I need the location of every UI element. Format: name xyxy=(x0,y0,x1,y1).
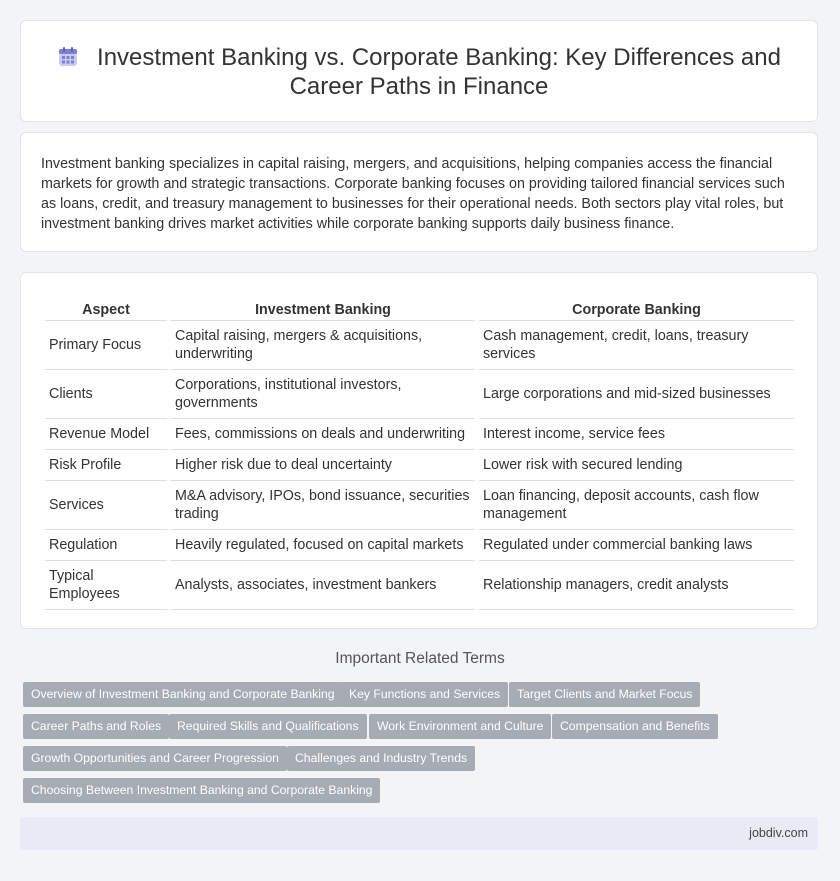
row-corporate-banking: Loan financing, deposit accounts, cash flow management xyxy=(479,481,794,530)
table-row xyxy=(45,530,794,561)
related-term-tag[interactable]: Growth Opportunities and Career Progression xyxy=(23,746,287,771)
table-row xyxy=(45,321,794,370)
footer-site-link[interactable]: jobdiv.com xyxy=(749,826,808,840)
related-term-tag[interactable]: Required Skills and Qualifications xyxy=(169,714,367,739)
row-corporate-banking: Regulated under commercial banking laws xyxy=(479,530,794,561)
table-row xyxy=(45,481,794,530)
title-line-1: Investment Banking vs. Corporate Banking: Key Differences and xyxy=(97,44,781,71)
row-investment-banking: Fees, commissions on deals and underwriting xyxy=(171,419,475,450)
related-term-tag[interactable]: Key Functions and Services xyxy=(341,682,508,707)
row-corporate-banking: Large corporations and mid-sized businesses xyxy=(479,370,794,419)
row-aspect: Risk Profile xyxy=(45,450,167,481)
table-row xyxy=(45,450,794,481)
footer xyxy=(20,817,818,850)
table-header-row xyxy=(45,294,794,321)
related-term-tag[interactable]: Target Clients and Market Focus xyxy=(509,682,700,707)
intro-text: Investment banking specializes in capital raising, mergers, and acquisitions, helping companies access the financial markets for growth and strategic transactions. Corporate banking focuses on providing tailored financial services such as loans, credit, and treasury management to businesses for their operational needs. Both sectors play vital roles, but investment banking drives market activities while corporate banking supports daily business finance. xyxy=(41,156,785,232)
page-title xyxy=(21,43,817,101)
header-investment-banking: Investment Banking xyxy=(171,294,475,321)
row-corporate-banking: Interest income, service fees xyxy=(479,419,794,450)
row-aspect: Regulation xyxy=(45,530,167,561)
row-corporate-banking: Cash management, credit, loans, treasury services xyxy=(479,321,794,370)
row-investment-banking: Capital raising, mergers & acquisitions, underwriting xyxy=(171,321,475,370)
header-aspect: Aspect xyxy=(45,294,167,321)
row-aspect: Primary Focus xyxy=(45,321,167,370)
row-aspect: Services xyxy=(45,481,167,530)
related-term-tag[interactable]: Compensation and Benefits xyxy=(552,714,718,739)
table-row xyxy=(45,419,794,450)
related-term-tag[interactable]: Work Environment and Culture xyxy=(369,714,551,739)
comparison-card xyxy=(20,272,818,629)
row-investment-banking: Heavily regulated, focused on capital markets xyxy=(171,530,475,561)
related-term-tag[interactable]: Career Paths and Roles xyxy=(23,714,169,739)
row-aspect: Typical Employees xyxy=(45,561,167,610)
related-term-tag[interactable]: Challenges and Industry Trends xyxy=(287,746,475,771)
title-card xyxy=(20,20,818,122)
related-term-tag[interactable]: Overview of Investment Banking and Corporate Banking xyxy=(23,682,343,707)
row-corporate-banking: Relationship managers, credit analysts xyxy=(479,561,794,610)
row-investment-banking: M&A advisory, IPOs, bond issuance, securities trading xyxy=(171,481,475,530)
row-investment-banking: Corporations, institutional investors, governments xyxy=(171,370,475,419)
intro-card xyxy=(20,132,818,252)
calendar-icon xyxy=(57,46,79,68)
row-corporate-banking: Lower risk with secured lending xyxy=(479,450,794,481)
table-row xyxy=(45,561,794,610)
comparison-table xyxy=(41,294,798,610)
row-aspect: Clients xyxy=(45,370,167,419)
related-terms-title: Important Related Terms xyxy=(335,650,505,667)
table-row xyxy=(45,370,794,419)
header-corporate-banking: Corporate Banking xyxy=(479,294,794,321)
row-investment-banking: Higher risk due to deal uncertainty xyxy=(171,450,475,481)
row-investment-banking: Analysts, associates, investment bankers xyxy=(171,561,475,610)
related-term-tag[interactable]: Choosing Between Investment Banking and Corporate Banking xyxy=(23,778,380,803)
title-line-2: Career Paths in Finance xyxy=(289,73,549,100)
row-aspect: Revenue Model xyxy=(45,419,167,450)
